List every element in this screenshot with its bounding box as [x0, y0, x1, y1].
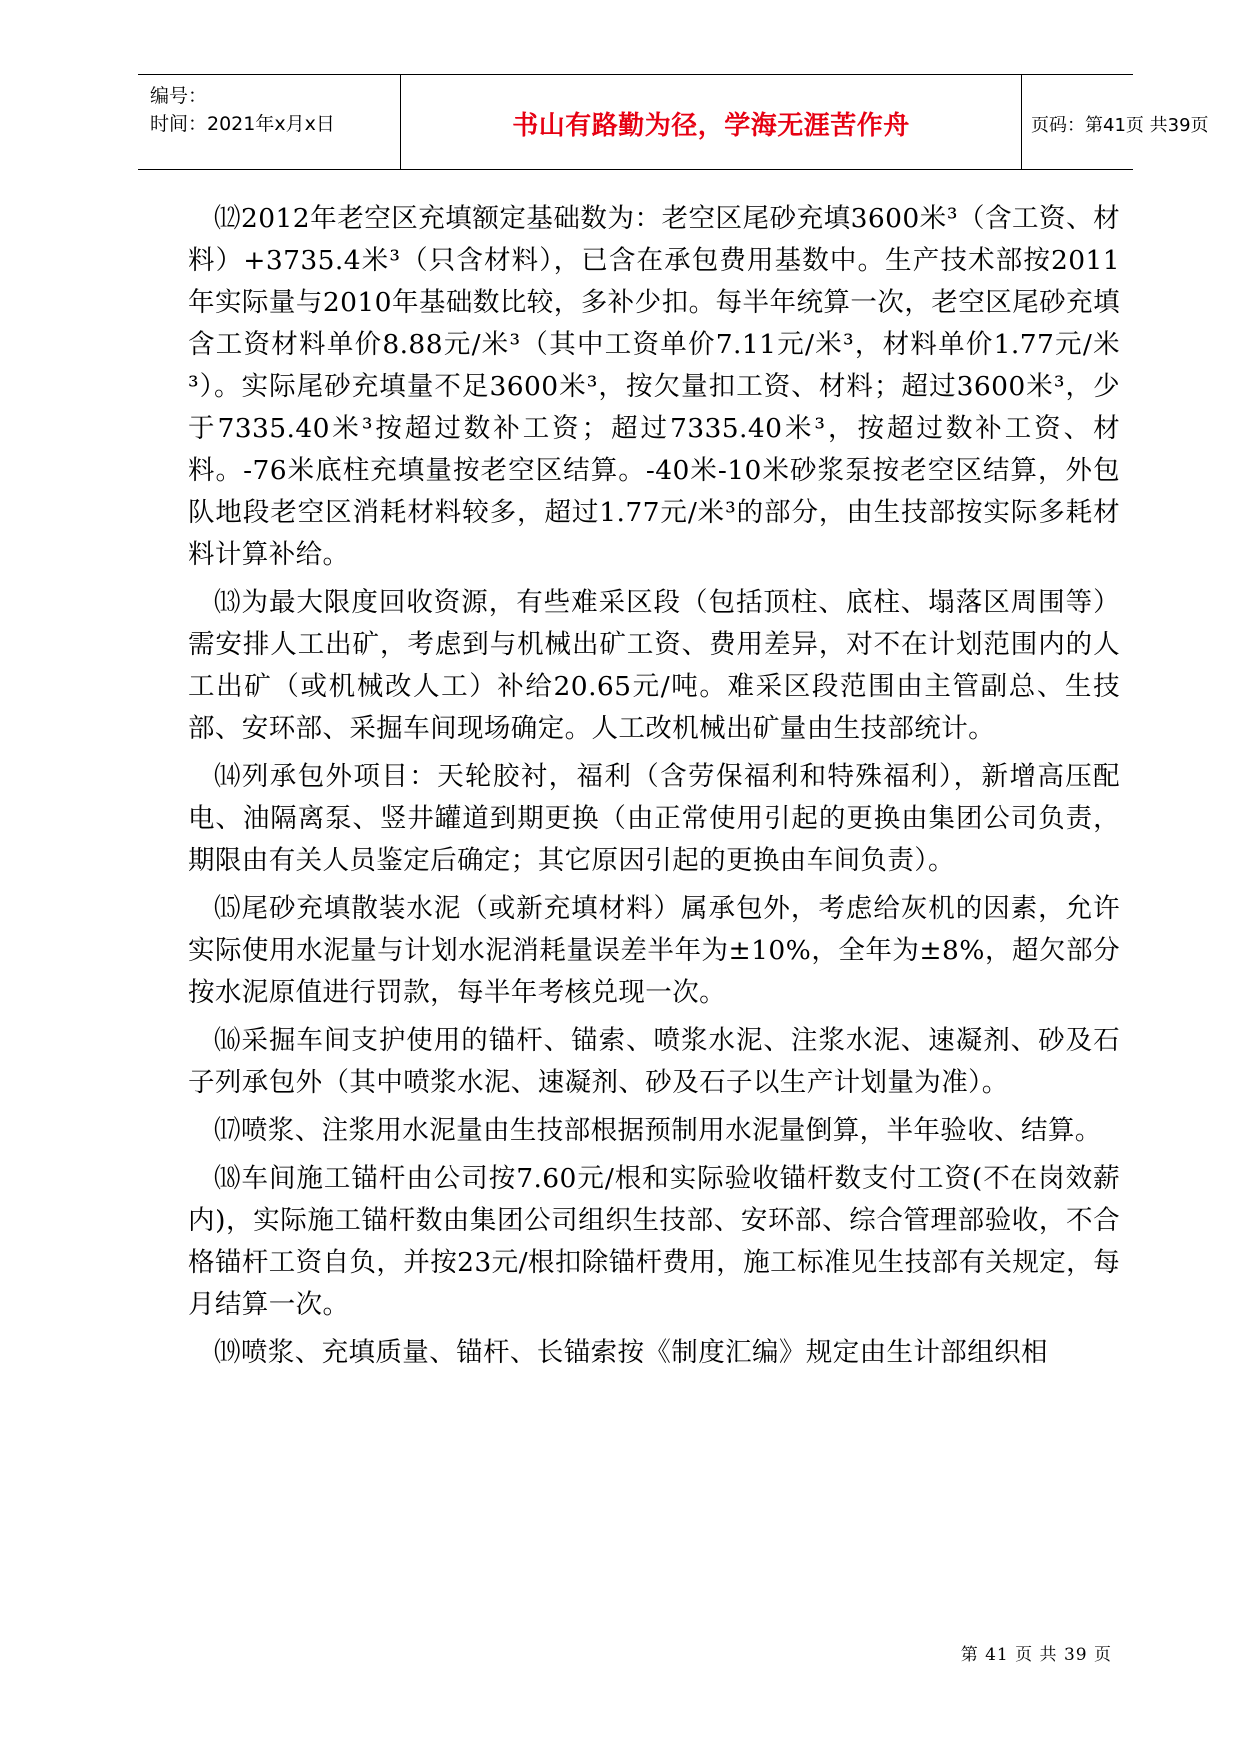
motto: 书山有路勤为径，学海无涯苦作舟: [512, 111, 910, 141]
document-body: [188, 198, 1120, 1380]
paragraph-16: ⒃采掘车间支护使用的锚杆、锚索、喷浆水泥、注浆水泥、速凝剂、砂及石子列承包外（其中喷浆水泥、速凝剂、砂及石子以生产计划量为准）。: [188, 1025, 1120, 1098]
page-footer: 第 41 页 共 39 页: [960, 1645, 1112, 1665]
paragraph-13: ⒀为最大限度回收资源，有些难采区段（包括顶柱、底柱、塌落区周围等）需安排人工出矿，考虑到与机械出矿工资、费用差异，对不在计划范围内的人工出矿（或机械改人工）补给20.65元/吨。难采区段范围由主管副总、生技部、安环部、采掘车间现场确定。人工改机械出矿量由生技部统计。: [188, 587, 1120, 744]
header-page-cell: [1021, 75, 1209, 169]
page-code: 页码：第41页 共39页: [1031, 115, 1209, 136]
paragraph-17: ⒄喷浆、注浆用水泥量由生技部根据预制用水泥量倒算，半年验收、结算。: [214, 1115, 1102, 1146]
paragraph-15: ⒂尾砂充填散装水泥（或新充填材料）属承包外，考虑给灰机的因素，允许实际使用水泥量与计划水泥消耗量误差半年为±10%，全年为±8%，超欠部分按水泥原值进行罚款，每半年考核兑现一次。: [188, 893, 1120, 1008]
paragraph-14: ⒁列承包外项目：天轮胶衬，福利（含劳保福利和特殊福利），新增高压配电、油隔离泵、竖井罐道到期更换（由正常使用引起的更换由集团公司负责，期限由有关人员鉴定后确定；其它原因引起的更换由车间负责）。: [188, 761, 1120, 876]
header-meta: [138, 75, 400, 169]
header-motto-cell: [400, 75, 1022, 169]
paragraph-18: ⒅车间施工锚杆由公司按7.60元/根和实际验收锚杆数支付工资(不在岗效薪内)，实际施工锚杆数由集团公司组织生技部、安环部、综合管理部验收，不合格锚杆工资自负，并按23元/根扣除锚杆费用，施工标准见生技部有关规定，每月结算一次。: [188, 1163, 1120, 1320]
paragraph-12: ⑿2012年老空区充填额定基础数为：老空区尾砂充填3600米³（含工资、材料）+3735.4米³（只含材料），已含在承包费用基数中。生产技术部按2011年实际量与2010年基础数比较，多补少扣。每半年统算一次，老空区尾砂充填含工资材料单价8.88元/米³（其中工资单价7.11元/米³，材料单价1.77元/米³）。实际尾砂充填量不足3600米³，按欠量扣工资、材料；超过3600米³，少于7335.40米³按超过数补工资；超过7335.40米³，按超过数补工资、材料。-76米底柱充填量按老空区结算。-40米-10米砂浆泵按老空区结算，外包队地段老空区消耗材料较多，超过1.77元/米³的部分，由生技部按实际多耗材料计算补给。: [188, 203, 1120, 570]
paragraph-19: ⒆喷浆、充填质量、锚杆、长锚索按《制度汇编》规定由生计部组织相: [214, 1337, 1048, 1368]
document-header: [138, 74, 1209, 170]
time-label: 时间：2021年x月x日: [150, 113, 335, 135]
number-label: 编号：: [150, 85, 208, 107]
